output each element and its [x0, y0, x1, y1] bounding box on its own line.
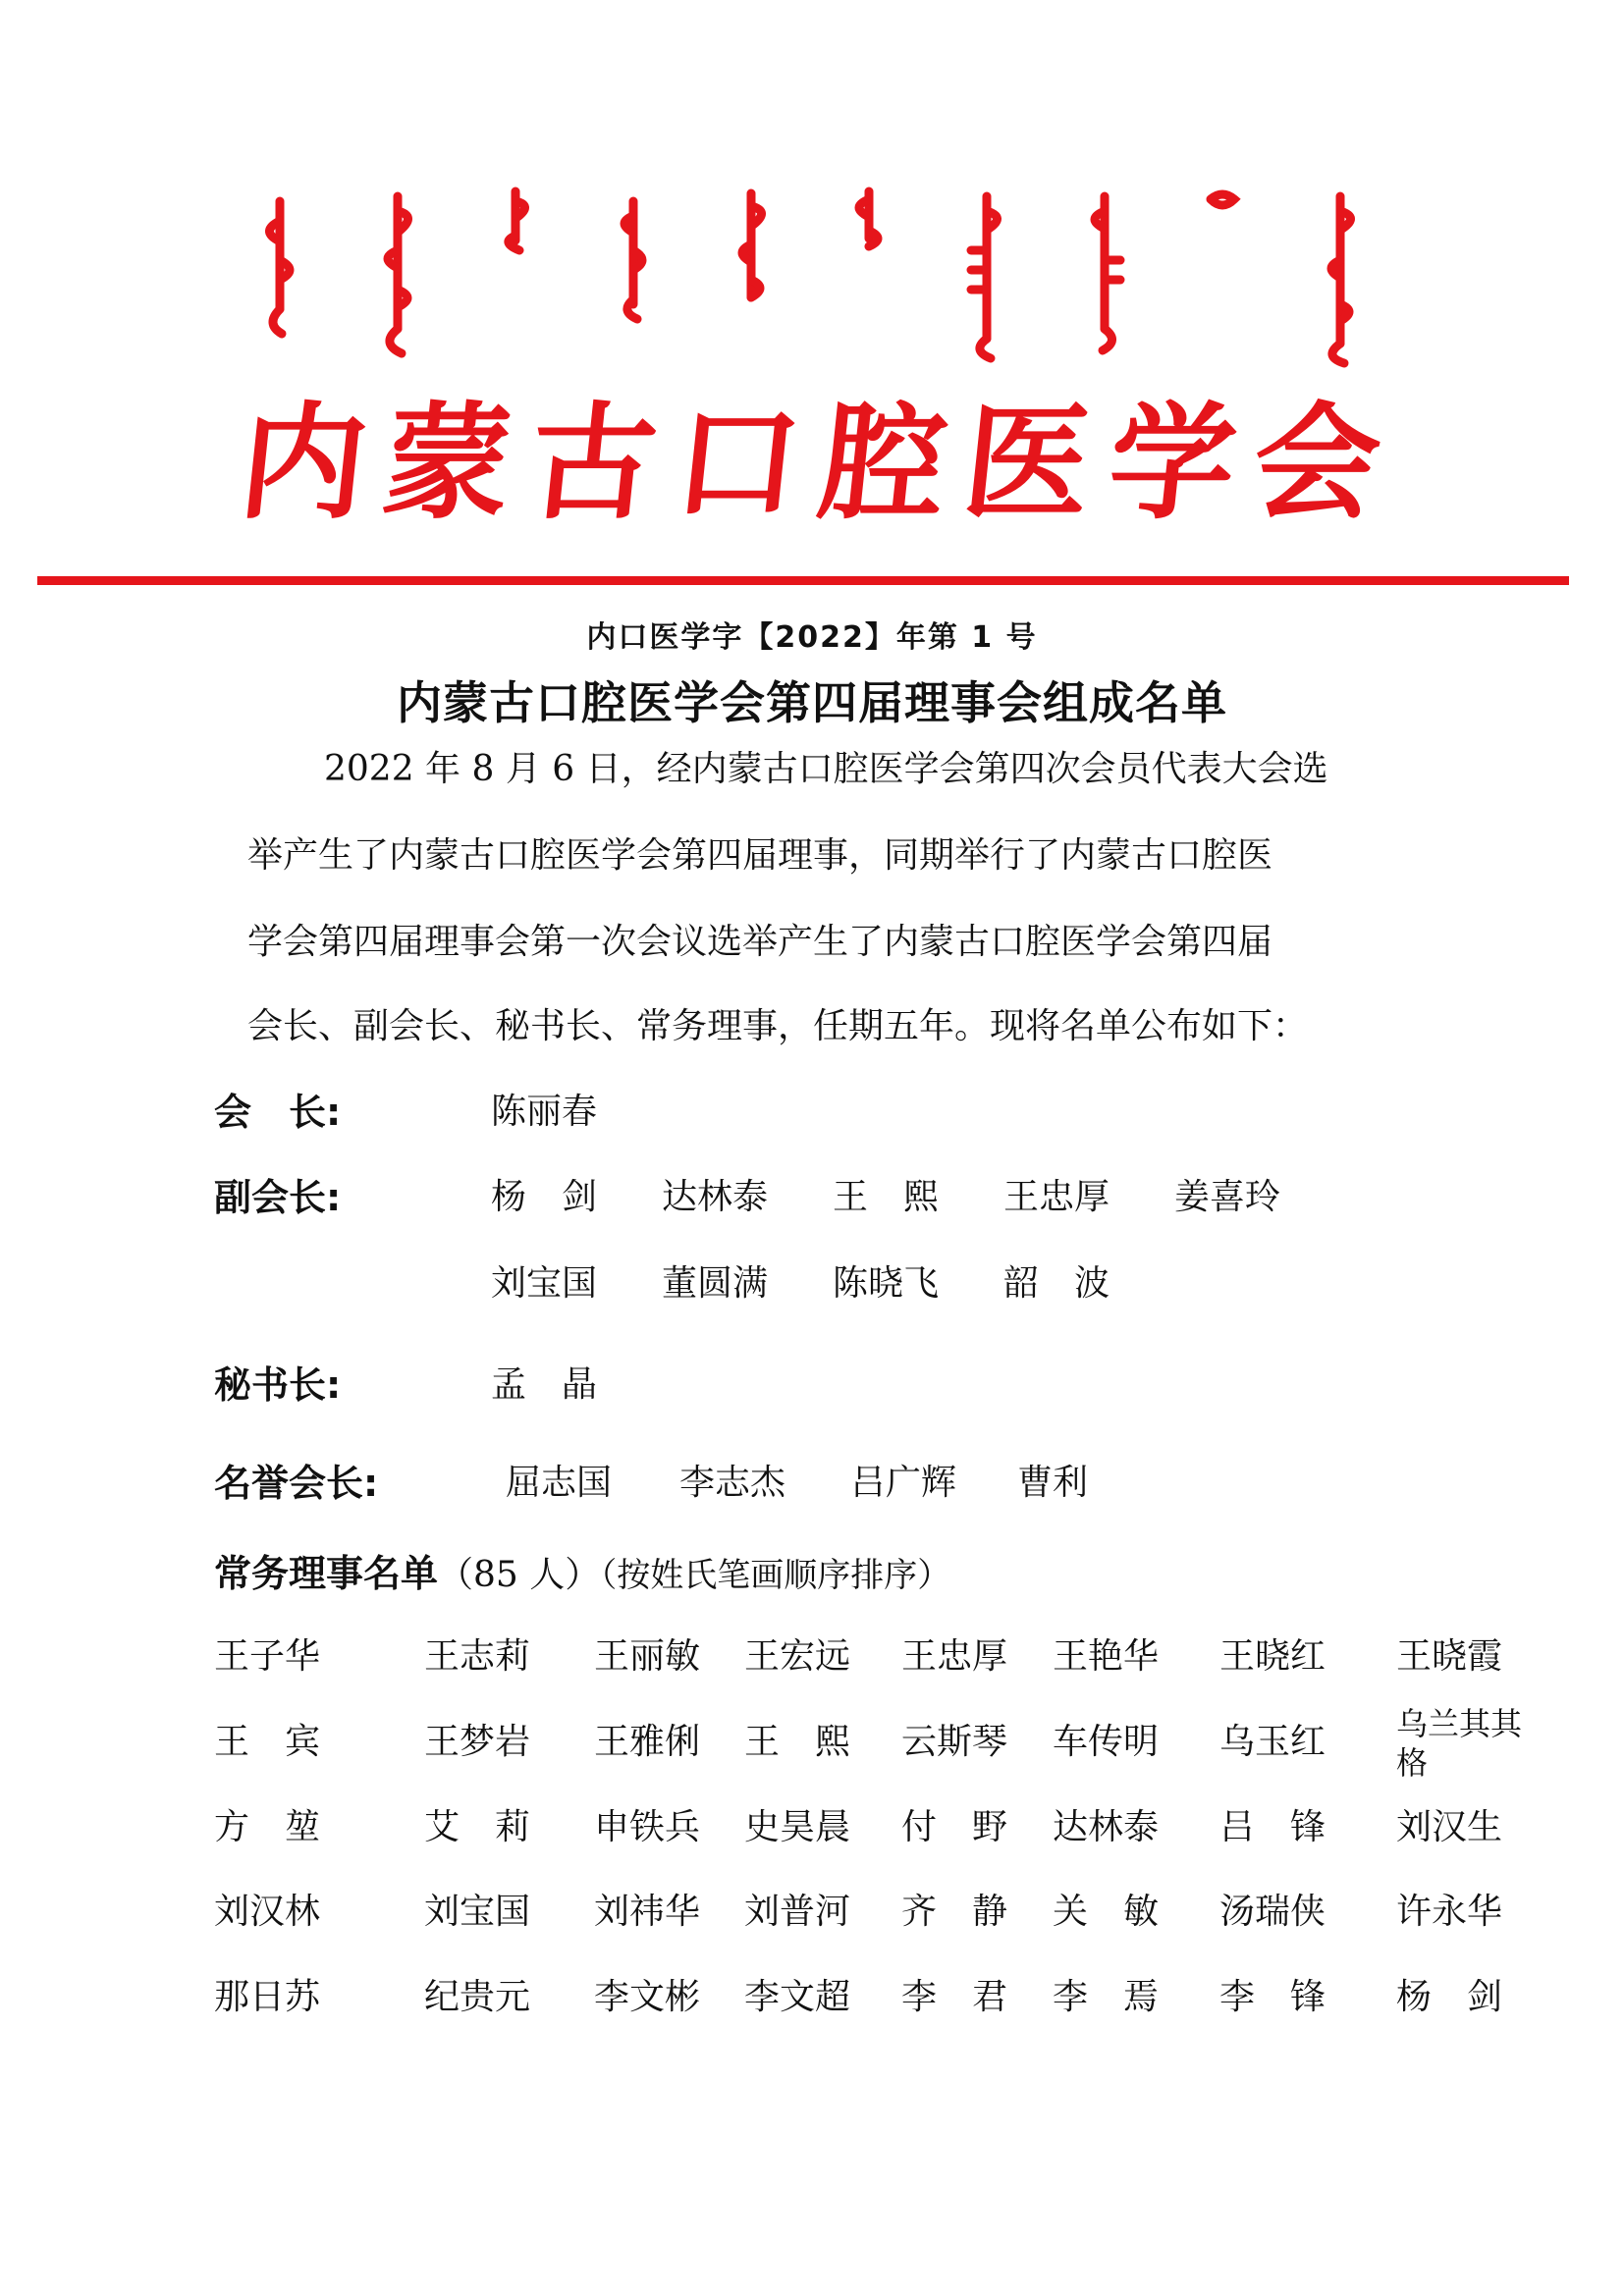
paragraph-line: 2022 年 8 月 6 日，经内蒙古口腔医学会第四次会员代表大会选 — [324, 749, 1328, 789]
council-member-name: 刘祎华 — [594, 1892, 701, 1932]
council-member-name: 付 野 — [901, 1807, 1008, 1847]
mongolian-word-8 — [1075, 182, 1134, 368]
vice-president-name: 杨 剑 — [491, 1177, 598, 1217]
paragraph-line: 举产生了内蒙古口腔医学会第四届理事，同期举行了内蒙古口腔医 — [247, 835, 1273, 876]
council-member-name: 王晓霞 — [1396, 1636, 1503, 1677]
council-member-name: 车传明 — [1053, 1722, 1160, 1762]
council-member-name: 云斯琴 — [901, 1722, 1008, 1762]
council-member-name: 李 锋 — [1219, 1977, 1326, 2017]
council-heading-note: （按姓氏笔画顺序排序） — [600, 1556, 951, 1595]
council-member-name: 王忠厚 — [901, 1636, 1008, 1677]
org-name-char: 口 — [667, 391, 809, 537]
council-member-name: 申铁兵 — [594, 1807, 701, 1847]
honorary-president-name: 李志杰 — [679, 1463, 786, 1503]
paragraph-line: 学会第四届理事会第一次会议选举产生了内蒙古口腔医学会第四届 — [247, 922, 1273, 962]
council-member-name: 纪贵元 — [424, 1977, 531, 2017]
council-member-name: 乌兰其其格 — [1396, 1705, 1523, 1782]
org-name-char: 内 — [233, 391, 374, 537]
council-member-name: 王艳华 — [1053, 1636, 1160, 1677]
council-member-name: 汤瑞侠 — [1219, 1892, 1326, 1932]
council-member-name: 达林泰 — [1053, 1807, 1160, 1847]
council-member-name: 杨 剑 — [1396, 1977, 1503, 2017]
vice-president-label: 副会长: — [214, 1176, 342, 1219]
mongolian-word-4 — [604, 182, 663, 368]
document-title: 内蒙古口腔医学会第四届理事会组成名单 — [397, 676, 1227, 729]
vice-president-name: 王 熙 — [833, 1177, 940, 1217]
mongolian-word-5 — [722, 182, 781, 368]
council-member-name: 关 敏 — [1053, 1892, 1160, 1932]
mongolian-word-1 — [250, 182, 309, 368]
org-name-char: 蒙 — [377, 391, 519, 537]
org-name-char: 医 — [956, 391, 1099, 537]
council-member-name: 史昊晨 — [744, 1807, 851, 1847]
president-label: 会 长: — [214, 1091, 342, 1134]
mongolian-word-9 — [1193, 182, 1252, 368]
vice-president-name: 董圆满 — [662, 1263, 769, 1304]
council-member-name: 王晓红 — [1219, 1636, 1326, 1677]
mongolian-word-6 — [839, 182, 898, 368]
council-member-name: 王 宾 — [214, 1722, 321, 1762]
org-name-char: 古 — [522, 391, 664, 537]
council-member-name: 王 熙 — [744, 1722, 851, 1762]
letterhead-divider — [37, 576, 1569, 585]
honorary-president-name: 吕广辉 — [850, 1463, 957, 1503]
council-member-name: 乌玉红 — [1219, 1722, 1326, 1762]
org-name-chinese — [233, 391, 1387, 538]
vice-president-name: 姜喜玲 — [1174, 1177, 1281, 1217]
org-name-char: 腔 — [811, 391, 953, 537]
council-member-name: 王梦岩 — [424, 1722, 531, 1762]
council-member-name: 刘汉林 — [214, 1892, 321, 1932]
council-member-name: 王宏远 — [744, 1636, 851, 1677]
vice-president-name: 王忠厚 — [1003, 1177, 1110, 1217]
council-member-name: 王子华 — [214, 1636, 321, 1677]
document-number: 内口医学字【2022】年第 1 号 — [586, 620, 1038, 655]
honorary-president-name: 屈志国 — [506, 1463, 613, 1503]
council-member-name: 刘宝国 — [424, 1892, 531, 1932]
org-name-char: 学 — [1101, 391, 1243, 537]
council-heading-count: （85 人） — [438, 1555, 601, 1595]
mongolian-word-10 — [1311, 182, 1370, 368]
paragraph-line: 会长、副会长、秘书长、常务理事，任期五年。现将名单公布如下： — [247, 1006, 1309, 1046]
council-member-name: 艾 莉 — [424, 1807, 531, 1847]
council-heading-title: 常务理事名单 — [214, 1552, 439, 1595]
mongolian-word-2 — [368, 182, 427, 368]
council-member-name: 李 君 — [901, 1977, 1008, 2017]
council-member-name: 方 堃 — [214, 1807, 321, 1847]
council-member-name: 李 焉 — [1053, 1977, 1160, 2017]
council-heading — [214, 1551, 950, 1598]
council-member-name: 李文彬 — [594, 1977, 701, 2017]
mongolian-org-name — [250, 182, 1370, 368]
honorary-president-label: 名誉会长: — [214, 1462, 379, 1505]
org-name-char: 会 — [1246, 391, 1387, 537]
mongolian-word-7 — [957, 182, 1016, 368]
vice-president-name: 陈晓飞 — [833, 1263, 940, 1304]
council-member-name: 吕 锋 — [1219, 1807, 1326, 1847]
secretary-label: 秘书长: — [214, 1363, 342, 1407]
council-member-name: 刘普河 — [744, 1892, 851, 1932]
secretary-name: 孟 晶 — [491, 1364, 598, 1405]
council-member-name: 齐 静 — [901, 1892, 1008, 1932]
council-member-name: 王志莉 — [424, 1636, 531, 1677]
council-member-name: 刘汉生 — [1396, 1807, 1503, 1847]
council-member-name: 李文超 — [744, 1977, 851, 2017]
mongolian-word-3 — [486, 182, 545, 368]
council-member-name: 那日苏 — [214, 1977, 321, 2017]
vice-president-name: 达林泰 — [662, 1177, 769, 1217]
president-name: 陈丽春 — [491, 1092, 598, 1132]
council-member-name: 王丽敏 — [594, 1636, 701, 1677]
vice-president-name: 韶 波 — [1003, 1263, 1110, 1304]
honorary-president-name: 曹利 — [1017, 1463, 1089, 1503]
council-member-name: 许永华 — [1396, 1892, 1503, 1932]
vice-president-name: 刘宝国 — [491, 1263, 598, 1304]
council-member-name: 王雅俐 — [594, 1722, 701, 1762]
